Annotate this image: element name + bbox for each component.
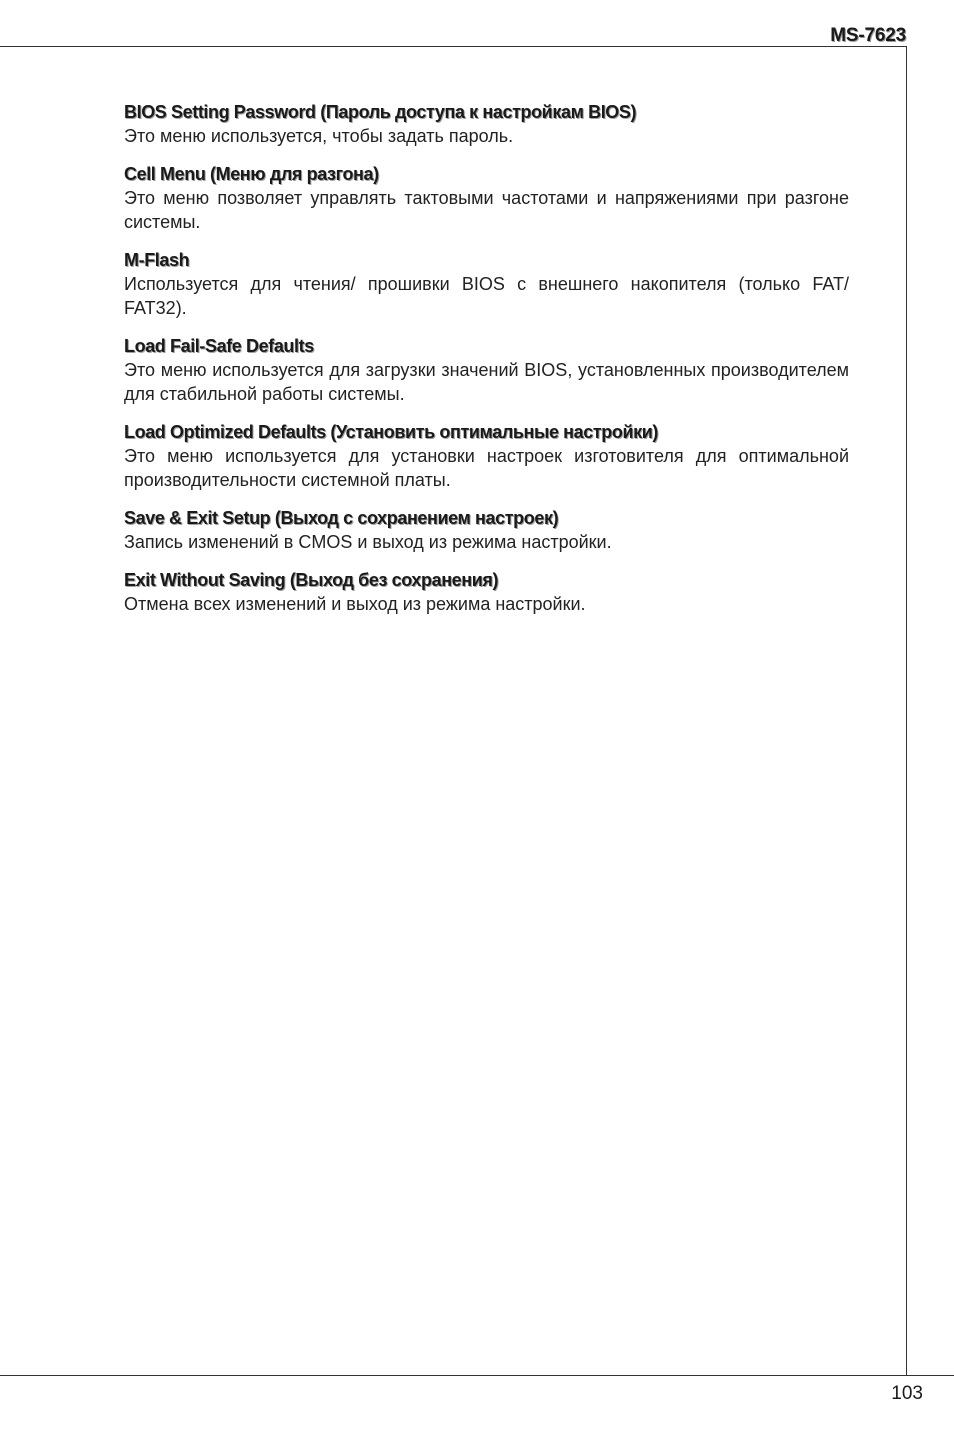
section-cell-menu: [124, 162, 849, 234]
section-save-exit-setup: [124, 506, 849, 554]
page-header-model: MS-7623: [830, 25, 906, 46]
section-m-flash: [124, 248, 849, 320]
section-title: Exit Without Saving (Выход без сохранения): [124, 570, 499, 590]
section-description: Это меню используется, чтобы задать пароль.: [124, 126, 514, 146]
section-title: BIOS Setting Password (Пароль доступа к настройкам BIOS): [124, 102, 637, 122]
right-margin-divider: [906, 46, 907, 1375]
section-exit-without-saving: [124, 568, 849, 616]
section-load-optimized-defaults: [124, 420, 849, 492]
section-load-fail-safe-defaults: [124, 334, 849, 406]
section-title: Save & Exit Setup (Выход с сохранением настроек): [124, 508, 559, 528]
section-title: M-Flash: [124, 250, 190, 270]
section-description: Это меню используется для установки настроек изготовителя для оптимальной производительности системной платы.: [124, 446, 849, 490]
footer-divider: [0, 1375, 954, 1376]
section-description: Запись изменений в CMOS и выход из режима настройки.: [124, 532, 612, 552]
header-divider: [0, 46, 907, 47]
section-description: Это меню используется для загрузки значений BIOS, установленных производителем для стабильной работы системы.: [124, 360, 849, 404]
section-description: Используется для чтения/ прошивки BIOS с внешнего накопителя (только FAT/ FAT32).: [124, 274, 849, 318]
section-description: Это меню позволяет управлять тактовыми частотами и напряжениями при разгоне системы.: [124, 188, 849, 232]
section-title: Load Fail-Safe Defaults: [124, 336, 314, 356]
section-title: Load Optimized Defaults (Установить оптимальные настройки): [124, 422, 659, 442]
page-number: 103: [891, 1383, 923, 1404]
section-bios-setting-password: [124, 100, 849, 148]
page-content: [124, 100, 849, 630]
section-description: Отмена всех изменений и выход из режима настройки.: [124, 594, 586, 614]
section-title: Cell Menu (Меню для разгона): [124, 164, 379, 184]
